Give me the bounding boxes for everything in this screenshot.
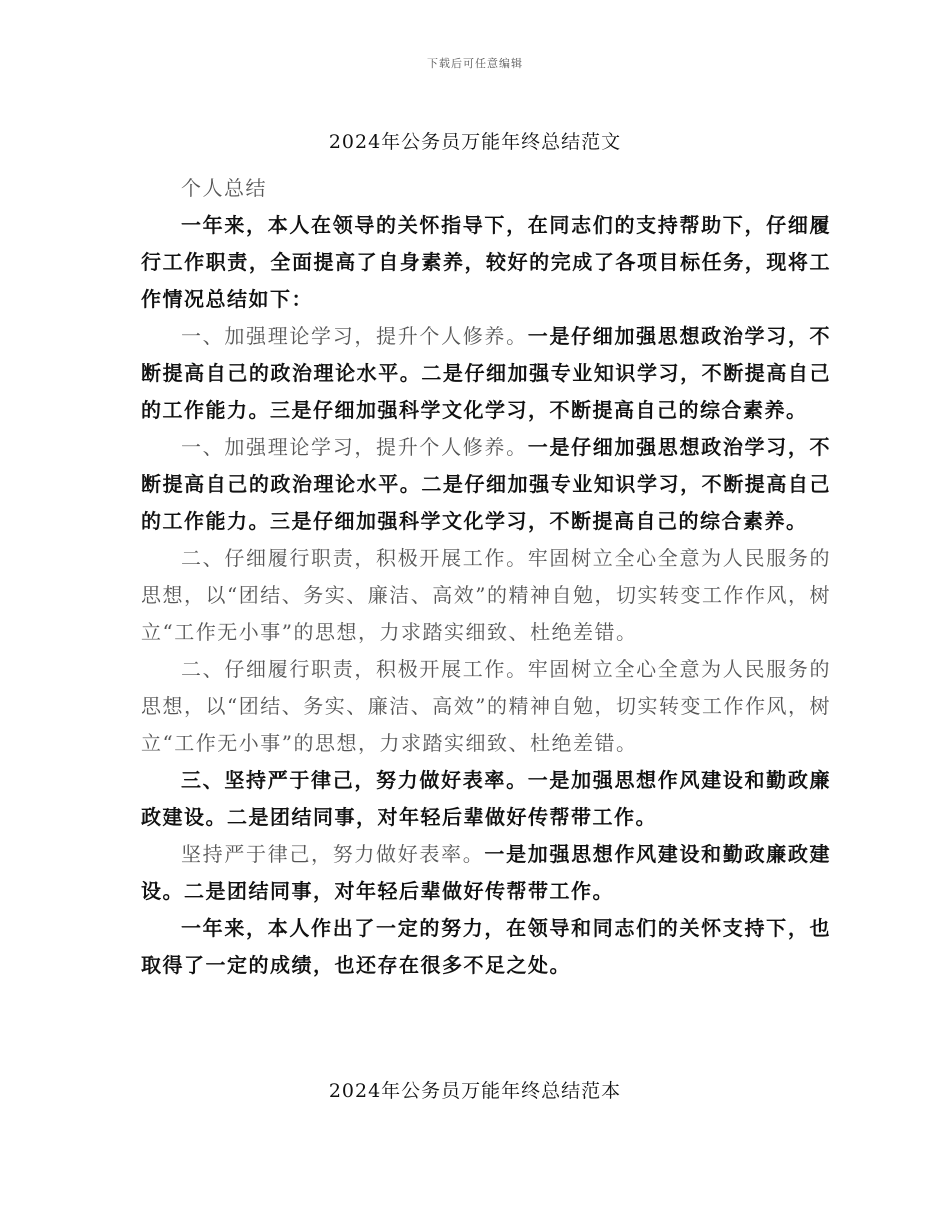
paragraph-bold-text: 一是加强思想作风建设和勤政廉政建设。二是团结同事，对年轻后辈做好传帮带工作。 bbox=[141, 842, 832, 903]
paragraph-bold-text: 三、坚持严于律己，努力做好表率。一是加强思想作风建设和勤政廉政建设。二是团结同事，对年轻后辈做好传帮带工作。 bbox=[141, 768, 831, 829]
header-note: 下载后可任意编辑 bbox=[427, 57, 523, 70]
paragraph-light-text: 坚持严于律己，努力做好表率。 bbox=[181, 842, 485, 866]
paragraph-bold-text: 一年来，本人在领导的关怀指导下，在同志们的支持帮助下，仔细履行工作职责，全面提高了自身素养，较好的完成了各项目标任务，现将工作情况总结如下： bbox=[141, 213, 831, 311]
paragraph-conclusion bbox=[141, 910, 831, 984]
next-document-title: 2024年公务员万能年终总结范本 bbox=[328, 1080, 622, 1102]
paragraph-bold-text: 一是仔细加强思想政治学习，不断提高自己的政治理论水平。二是仔细加强专业知识学习，不断提高自己的工作能力。三是仔细加强科学文化学习，不断提高自己的综合素养。 bbox=[141, 324, 832, 422]
document-title: 2024年公务员万能年终总结范文 bbox=[328, 131, 622, 153]
paragraph-point-one bbox=[141, 318, 831, 429]
paragraph-light-text: 一、加强理论学习，提升个人修养。 bbox=[181, 324, 528, 348]
paragraph-point-two bbox=[141, 540, 831, 651]
paragraph-light-text: 二、仔细履行职责，积极开展工作。牢固树立全心全意为人民服务的思想，以“团结、务实、廉洁、高效”的精神自勉，切实转变工作作风，树立“工作无小事”的思想，力求踏实细致、杜绝差错。 bbox=[141, 546, 831, 644]
document-body bbox=[141, 170, 831, 984]
paragraph-point-three bbox=[141, 762, 831, 836]
paragraph-light-text: 二、仔细履行职责，积极开展工作。牢固树立全心全意为人民服务的思想，以“团结、务实、廉洁、高效”的精神自勉，切实转变工作作风，树立“工作无小事”的思想，力求踏实细致、杜绝差错。 bbox=[141, 657, 831, 755]
paragraph-point-one-repeat bbox=[141, 429, 831, 540]
paragraph-bold-text: 一年来，本人作出了一定的努力，在领导和同志们的关怀支持下，也取得了一定的成绩，也还存在很多不足之处。 bbox=[141, 916, 831, 977]
paragraph-light-text: 个人总结 bbox=[181, 176, 267, 200]
paragraph-section-label bbox=[141, 170, 831, 207]
paragraph-point-three-repeat bbox=[141, 836, 831, 910]
paragraph-point-two-repeat bbox=[141, 651, 831, 762]
paragraph-intro bbox=[141, 207, 831, 318]
paragraph-light-text: 一、加强理论学习，提升个人修养。 bbox=[181, 435, 528, 459]
paragraph-bold-text: 一是仔细加强思想政治学习，不断提高自己的政治理论水平。二是仔细加强专业知识学习，不断提高自己的工作能力。三是仔细加强科学文化学习，不断提高自己的综合素养。 bbox=[141, 435, 832, 533]
